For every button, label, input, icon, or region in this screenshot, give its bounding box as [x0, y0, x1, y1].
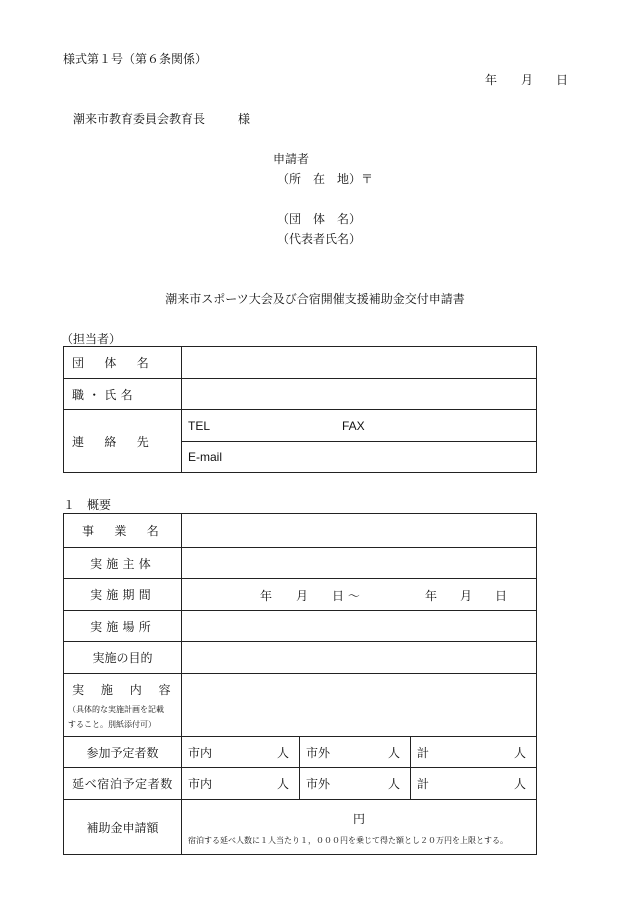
applicant-rep-label: （代表者氏名） — [277, 232, 362, 246]
purpose-label: 実施の目的 — [64, 642, 182, 674]
stays-out-city-unit: 人 — [387, 777, 400, 791]
applicant-location-label: （所 在 地）〒 — [277, 172, 374, 186]
stays-in-city-label: 市内 — [188, 777, 213, 791]
participants-total-unit: 人 — [514, 745, 527, 760]
tel-fax-field[interactable] — [182, 410, 537, 442]
subsidy-yen-unit: 円 — [353, 812, 366, 826]
purpose-field[interactable] — [182, 642, 537, 674]
participants-total-label: 計 — [417, 745, 430, 760]
stays-out-city-field[interactable] — [300, 768, 411, 800]
period-year-2: 年 — [425, 588, 438, 603]
stays-in-city-unit: 人 — [276, 777, 289, 791]
period-month-2: 月 — [460, 588, 473, 603]
fax-label: FAX — [342, 418, 365, 433]
position-name-field[interactable] — [182, 379, 537, 410]
organizer-label: 実施主体 — [64, 548, 182, 579]
subsidy-field[interactable] — [182, 800, 537, 855]
addressee-name: 潮来市教育委員会教育長 — [73, 112, 206, 126]
stays-out-city-label: 市外 — [306, 777, 331, 791]
position-name-label: 職・氏名 — [64, 379, 182, 410]
period-day-2: 日 — [495, 588, 508, 603]
subsidy-note: 宿泊する延べ人数に１人当たり１，０００円を乗じて得た額とし２０万円を上限とする。 — [188, 836, 508, 845]
date-month-label: 月 — [521, 73, 534, 87]
period-day-1: 日 〜 — [332, 588, 360, 603]
applicant-org-label: （団 体 名） — [277, 212, 362, 226]
stays-label: 延べ宿泊予定者数 — [64, 768, 182, 800]
contact-label: 連 絡 先 — [64, 410, 182, 473]
form-number: 様式第１号（第６条関係） — [63, 52, 208, 66]
contact-heading: （担当者） — [61, 332, 122, 346]
stays-total-field[interactable] — [411, 768, 537, 800]
period-month-1: 月 — [296, 588, 309, 603]
project-name-field[interactable] — [182, 514, 537, 548]
document-title: 潮来市スポーツ大会及び合宿開催支援補助金交付申請書 — [165, 292, 465, 306]
contact-table — [63, 346, 537, 473]
period-year-1: 年 — [260, 588, 273, 603]
subsidy-label: 補助金申請額 — [64, 800, 182, 855]
details-label: 実 施 内 容 — [72, 682, 173, 697]
stays-total-label: 計 — [417, 777, 430, 791]
addressee-honorific: 様 — [238, 112, 251, 126]
email-field[interactable]: E-mail — [182, 442, 537, 473]
period-label: 実施期間 — [64, 579, 182, 611]
applicant-heading: 申請者 — [273, 152, 310, 166]
org-name-label: 団 体 名 — [64, 347, 182, 379]
details-label-cell — [64, 674, 182, 737]
participants-out-city-field[interactable] — [300, 737, 411, 768]
project-name-label: 事 業 名 — [64, 514, 182, 548]
stays-total-unit: 人 — [514, 777, 527, 791]
date-year-label: 年 — [485, 73, 498, 87]
overview-heading: １ 概要 — [63, 498, 112, 512]
participants-in-city-field[interactable] — [182, 737, 300, 768]
participants-label: 参加予定者数 — [64, 737, 182, 768]
participants-total-field[interactable] — [411, 737, 537, 768]
participants-in-city-label: 市内 — [188, 745, 213, 760]
org-name-field[interactable] — [182, 347, 537, 379]
participants-out-city-unit: 人 — [387, 745, 400, 760]
stays-in-city-field[interactable] — [182, 768, 300, 800]
venue-label: 実施場所 — [64, 611, 182, 642]
details-note-1: （具体的な実施計画を記載 — [68, 704, 164, 714]
organizer-field[interactable] — [182, 548, 537, 579]
overview-table — [63, 513, 537, 855]
date-day-label: 日 — [556, 73, 569, 87]
period-field[interactable] — [182, 579, 537, 611]
participants-out-city-label: 市外 — [306, 745, 331, 760]
participants-in-city-unit: 人 — [276, 745, 289, 760]
tel-label: TEL — [188, 418, 211, 433]
venue-field[interactable] — [182, 611, 537, 642]
details-field[interactable] — [182, 674, 537, 737]
details-note-2: すること。別紙添付可） — [68, 719, 156, 729]
